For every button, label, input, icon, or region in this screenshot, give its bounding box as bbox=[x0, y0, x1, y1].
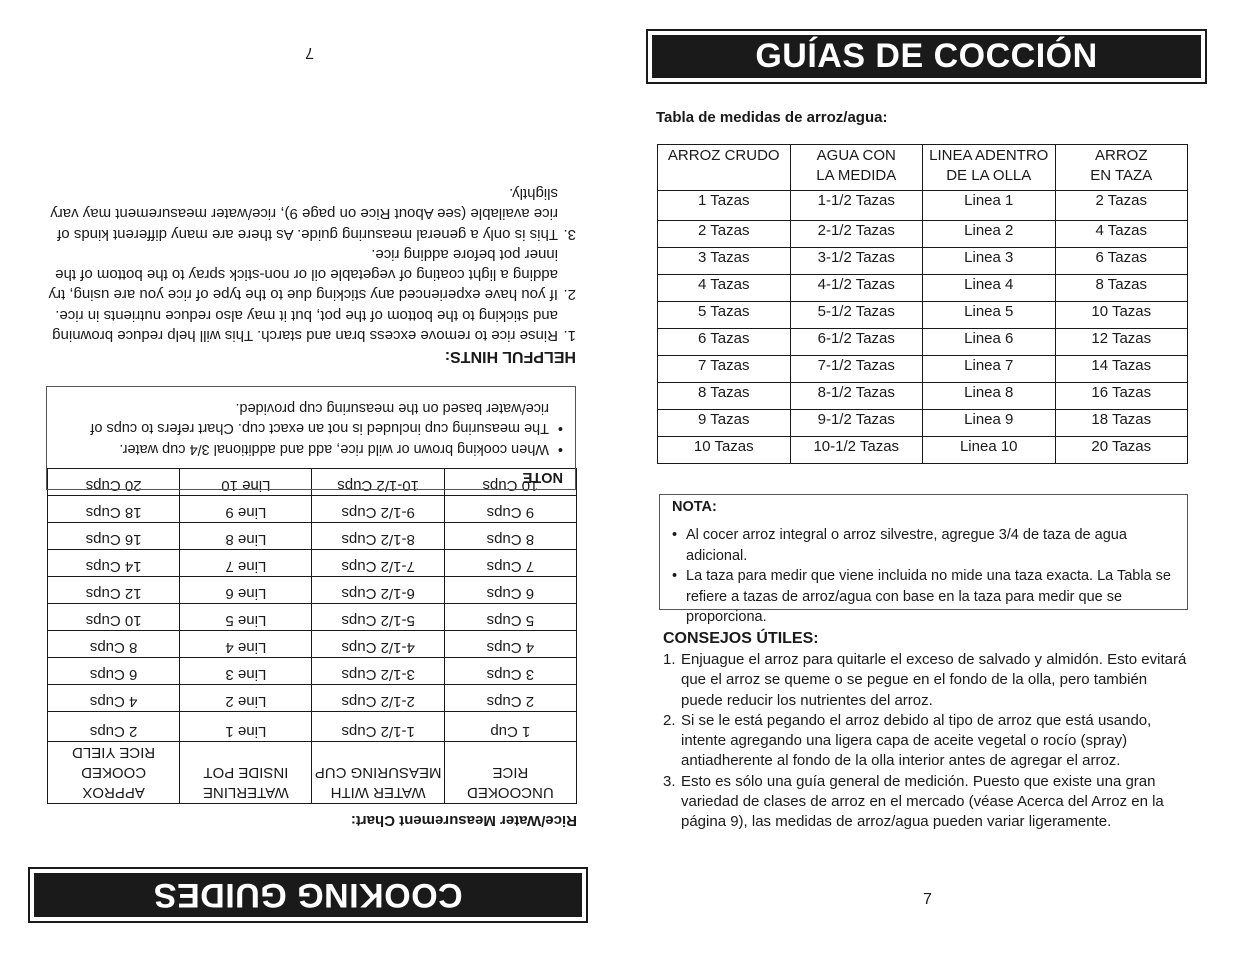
table-cell: 8 Cups bbox=[48, 631, 180, 658]
table-cell: 4-1/2 Tazas bbox=[790, 275, 923, 302]
table-cell: 7 Cups bbox=[444, 550, 576, 577]
table-row bbox=[658, 329, 1188, 356]
table-cell: 3 Tazas bbox=[658, 248, 791, 275]
table-cell: Line 8 bbox=[180, 523, 312, 550]
table-cell: 12 Cups bbox=[48, 577, 180, 604]
table-cell: 3-1/2 Tazas bbox=[790, 248, 923, 275]
table-cell: Line 2 bbox=[180, 685, 312, 712]
table-cell: 4 Tazas bbox=[1055, 221, 1188, 248]
column-header: WATERLINE INSIDE POT bbox=[180, 742, 312, 804]
note-item: • The measuring cup included is not an exact cup. Chart refers to cups of rice/water based on the measuring cup provided. bbox=[57, 398, 563, 439]
table-cell: 2 Tazas bbox=[658, 221, 791, 248]
page-number: 7 bbox=[923, 891, 932, 908]
column-header: ARROZ CRUDO bbox=[658, 145, 791, 191]
table-cell: 1-1/2 Cups bbox=[312, 712, 444, 742]
table-cell: 10-1/2 Cups bbox=[312, 469, 444, 496]
hints-list bbox=[663, 650, 1193, 833]
table-cell: Linea 6 bbox=[923, 329, 1056, 356]
spanish-page bbox=[618, 0, 1235, 954]
table-cell: Linea 10 bbox=[923, 437, 1056, 464]
table-cell: Linea 3 bbox=[923, 248, 1056, 275]
hint-item: 1. Rinse rice to remove excess bran and starch. This will help reduce browning and sticking to the bottom of the pot, but it may also reduce nutrients in rice. bbox=[52, 306, 576, 344]
table-cell: 6 Tazas bbox=[658, 329, 791, 356]
table-cell: 18 Cups bbox=[48, 496, 180, 523]
note-list bbox=[57, 398, 563, 460]
table-cell: 6 Tazas bbox=[1055, 248, 1188, 275]
table-row bbox=[658, 356, 1188, 383]
table-row bbox=[658, 302, 1188, 329]
table-cell: 7 Tazas bbox=[658, 356, 791, 383]
table-cell: 10-1/2 Tazas bbox=[790, 437, 923, 464]
table-cell: Line 7 bbox=[180, 550, 312, 577]
table-cell: 16 Cups bbox=[48, 523, 180, 550]
table-row bbox=[658, 410, 1188, 437]
note-item: • Al cocer arroz integral o arroz silvestre, agregue 3/4 de taza de agua adicional. bbox=[672, 525, 1177, 566]
table-cell: 3-1/2 Cups bbox=[312, 658, 444, 685]
column-header: WATER WITH MEASURING CUP bbox=[312, 742, 444, 804]
table-row bbox=[48, 712, 577, 742]
table-cell: Linea 4 bbox=[923, 275, 1056, 302]
table-row bbox=[658, 383, 1188, 410]
table-cell: 8 Tazas bbox=[1055, 275, 1188, 302]
table-cell: 20 Cups bbox=[48, 469, 180, 496]
table-cell: 10 Cups bbox=[48, 604, 180, 631]
table-row bbox=[48, 658, 577, 685]
table-cell: 5 Cups bbox=[444, 604, 576, 631]
table-cell: 14 Tazas bbox=[1055, 356, 1188, 383]
table-cell: 3 Cups bbox=[444, 658, 576, 685]
table-cell: Line 10 bbox=[180, 469, 312, 496]
table-cell: Linea 2 bbox=[923, 221, 1056, 248]
table-cell: 20 Tazas bbox=[1055, 437, 1188, 464]
hints-title: HELPFUL HINTS: bbox=[444, 348, 576, 365]
note-title: NOTA: bbox=[672, 499, 717, 515]
table-cell: Linea 9 bbox=[923, 410, 1056, 437]
table-row bbox=[48, 685, 577, 712]
note-title: NOTE bbox=[522, 469, 563, 485]
table-cell: Line 6 bbox=[180, 577, 312, 604]
hint-item: 2. Si se le está pegando el arroz debido al tipo de arroz que está usando, intente agregando una ligera capa de aceite vegetal o rocío (spray) antiadherente al fondo de la olla interior antes de agregar el arroz. bbox=[663, 711, 1152, 770]
table-header-row bbox=[48, 742, 577, 804]
page-number: 7 bbox=[305, 44, 314, 61]
note-item: • La taza para medir que viene incluida no mide una taza exacta. La Tabla se refiere a tazas de arroz/agua con base en la taza para medir que se proporciona. bbox=[672, 566, 1177, 628]
table-cell: Line 1 bbox=[180, 712, 312, 742]
table-cell: 6-1/2 Cups bbox=[312, 577, 444, 604]
table-cell: 10 Tazas bbox=[1055, 302, 1188, 329]
chart-heading: Tabla de medidas de arroz/agua: bbox=[656, 109, 888, 126]
table-cell: 12 Tazas bbox=[1055, 329, 1188, 356]
table-cell: Line 9 bbox=[180, 496, 312, 523]
table-row bbox=[658, 221, 1188, 248]
table-cell: Line 3 bbox=[180, 658, 312, 685]
table-cell: 4 Cups bbox=[48, 685, 180, 712]
measurement-table bbox=[657, 144, 1188, 464]
table-cell: 14 Cups bbox=[48, 550, 180, 577]
hint-item: 1. Enjuague el arroz para quitarle el exceso de salvado y almidón. Esto evitará que el arroz se queme o se pegue en el fondo de la olla, pero también puede reducir los nutrientes del arroz. bbox=[663, 651, 1187, 709]
table-cell: 2-1/2 Tazas bbox=[790, 221, 923, 248]
table-row bbox=[658, 191, 1188, 221]
table-row bbox=[48, 496, 577, 523]
table-row bbox=[658, 275, 1188, 302]
table-cell: 9-1/2 Cups bbox=[312, 496, 444, 523]
page-title: GUÍAS DE COCCIÓN bbox=[652, 35, 1201, 78]
table-row bbox=[48, 523, 577, 550]
hints-title: CONSEJOS ÚTILES: bbox=[663, 630, 819, 647]
hint-item: 3. Esto es sólo una guía general de medición. Puesto que existe una gran variedad de clases de arroz en el mercado (véase Acerca del Arroz en la página 9), las medidas de arroz/agua pueden variar ligeramente. bbox=[663, 772, 1164, 831]
column-header: UNCOOKED RICE bbox=[444, 742, 576, 804]
table-cell: 1 Cup bbox=[444, 712, 576, 742]
table-cell: 2 Cups bbox=[444, 685, 576, 712]
table-header-row bbox=[658, 145, 1188, 191]
table-cell: 4-1/2 Cups bbox=[312, 631, 444, 658]
table-cell: 6 Cups bbox=[48, 658, 180, 685]
table-cell: 16 Tazas bbox=[1055, 383, 1188, 410]
note-box bbox=[659, 494, 1188, 625]
hint-item: 2. If you have experienced any sticking due to the type of rice you are using, try adding a light coating of vegetable oil or non-stick spray to the bottom of the inner pot before adding rice. bbox=[48, 245, 576, 304]
table-cell: 8-1/2 Tazas bbox=[790, 383, 923, 410]
chart-heading: Rice/Water Measurement Chart: bbox=[350, 812, 577, 829]
table-cell: 1-1/2 Tazas bbox=[790, 191, 923, 221]
column-header: APPROX COOKED RICE YIELD bbox=[48, 742, 180, 804]
table-cell: 9-1/2 Tazas bbox=[790, 410, 923, 437]
table-cell: Line 5 bbox=[180, 604, 312, 631]
table-cell: Linea 7 bbox=[923, 356, 1056, 383]
hints-list bbox=[46, 183, 576, 345]
table-cell: Line 4 bbox=[180, 631, 312, 658]
page-title: COOKING GUIDES bbox=[34, 873, 582, 917]
table-cell: 2-1/2 Cups bbox=[312, 685, 444, 712]
table-row bbox=[658, 437, 1188, 464]
table-cell: 2 Tazas bbox=[1055, 191, 1188, 221]
table-cell: 6 Cups bbox=[444, 577, 576, 604]
table-row bbox=[658, 248, 1188, 275]
table-cell: 2 Cups bbox=[48, 712, 180, 742]
table-row bbox=[48, 604, 577, 631]
helpful-hints bbox=[46, 183, 576, 365]
column-header: ARROZ EN TAZA bbox=[1055, 145, 1188, 191]
column-header: AGUA CON LA MEDIDA bbox=[790, 145, 923, 191]
table-row bbox=[48, 631, 577, 658]
table-cell: Linea 5 bbox=[923, 302, 1056, 329]
table-cell: 7-1/2 Tazas bbox=[790, 356, 923, 383]
note-box bbox=[46, 386, 576, 490]
table-cell: Linea 8 bbox=[923, 383, 1056, 410]
page-title-box bbox=[646, 29, 1207, 84]
table-cell: 9 Tazas bbox=[658, 410, 791, 437]
table-cell: 9 Cups bbox=[444, 496, 576, 523]
table-row bbox=[48, 577, 577, 604]
table-cell: 10 Tazas bbox=[658, 437, 791, 464]
table-cell: 18 Tazas bbox=[1055, 410, 1188, 437]
table-cell: 4 Tazas bbox=[658, 275, 791, 302]
table-cell: Linea 1 bbox=[923, 191, 1056, 221]
table-cell: 1 Tazas bbox=[658, 191, 791, 221]
note-list bbox=[672, 525, 1177, 628]
helpful-hints bbox=[663, 630, 1193, 833]
page-title-box bbox=[28, 867, 588, 923]
table-cell: 10 Cups bbox=[444, 469, 576, 496]
english-page bbox=[0, 0, 617, 954]
table-cell: 8 Cups bbox=[444, 523, 576, 550]
table-cell: 4 Cups bbox=[444, 631, 576, 658]
table-cell: 5-1/2 Cups bbox=[312, 604, 444, 631]
table-row bbox=[48, 550, 577, 577]
table-cell: 7-1/2 Cups bbox=[312, 550, 444, 577]
table-cell: 6-1/2 Tazas bbox=[790, 329, 923, 356]
column-header: LINEA ADENTRO DE LA OLLA bbox=[923, 145, 1056, 191]
table-cell: 5-1/2 Tazas bbox=[790, 302, 923, 329]
hint-item: 3. This is only a general measuring guide. As there are many different kinds of rice available (see About Rice on page 9), rice/water measurement may vary slightly. bbox=[50, 184, 576, 243]
measurement-table bbox=[47, 468, 577, 804]
note-item: • When cooking brown or wild rice, add and additional 3/4 cup water. bbox=[57, 439, 563, 460]
english-page-rotated bbox=[0, 0, 617, 954]
table-cell: 8-1/2 Cups bbox=[312, 523, 444, 550]
table-cell: 5 Tazas bbox=[658, 302, 791, 329]
table-cell: 8 Tazas bbox=[658, 383, 791, 410]
